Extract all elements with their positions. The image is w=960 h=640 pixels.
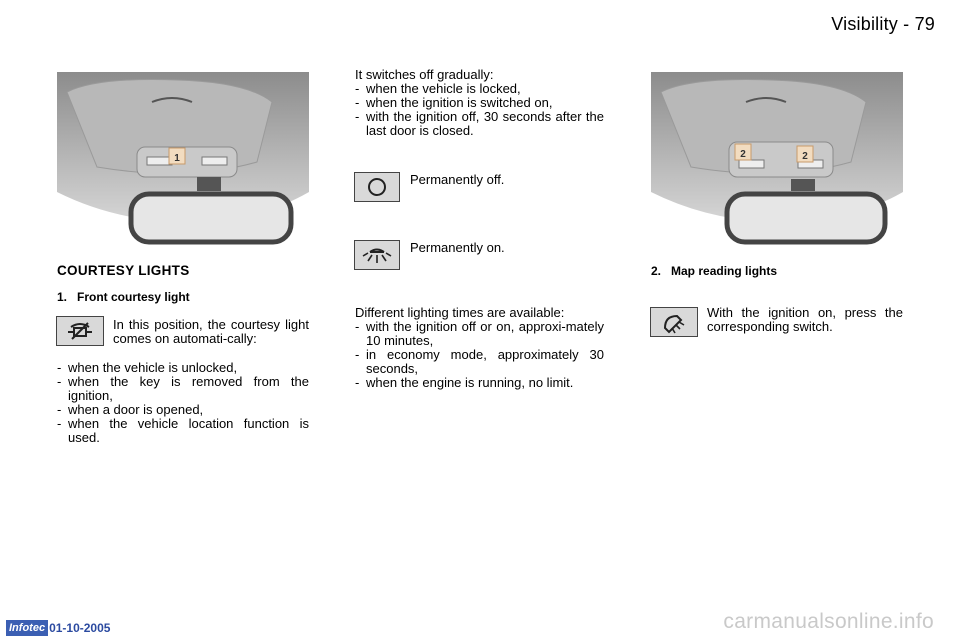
list-item: - when the key is removed from the ignition,: [57, 375, 309, 403]
lamp-on-icon: [354, 240, 400, 270]
map-reading-heading: 2. Map reading lights: [651, 264, 778, 278]
callout-1: 1: [174, 153, 180, 164]
lighting-times-list: [355, 320, 604, 390]
page-header: Visibility - 79: [831, 14, 935, 34]
front-courtesy-light-photo: [57, 72, 309, 252]
permanently-off-label: Permanently off.: [410, 172, 505, 187]
circle-off-icon: [354, 172, 400, 202]
courtesy-conditions-list: [57, 361, 309, 445]
permanently-on-label: Permanently on.: [410, 240, 505, 255]
map-reading-lights-photo: [651, 72, 903, 252]
front-courtesy-heading: 1. Front courtesy light: [57, 290, 190, 304]
list-item: - when the vehicle is locked,: [355, 82, 604, 96]
switch-off-list: [355, 82, 604, 138]
footer: [6, 620, 110, 636]
switch-off-intro: It switches off gradually:: [355, 67, 494, 82]
list-item: - when a door is opened,: [57, 403, 309, 417]
list-item: - with the ignition off or on, approxi-mately 10 minutes,: [355, 320, 604, 348]
watermark: carmanualsonline.info: [723, 610, 934, 633]
footer-date: 01-10-2005: [49, 621, 111, 635]
section-title: COURTESY LIGHTS: [57, 263, 190, 278]
list-item: - when the engine is running, no limit.: [355, 376, 604, 390]
list-item: - when the vehicle is unlocked,: [57, 361, 309, 375]
list-item: - when the vehicle location function is used.: [57, 417, 309, 445]
lighting-times-intro: Different lighting times are available:: [355, 305, 565, 320]
list-item: - with the ignition off, 30 seconds after the last door is closed.: [355, 110, 604, 138]
callout-2-right: 2: [802, 151, 808, 162]
courtesy-intro: In this position, the courtesy light comes on automati-cally:: [113, 317, 309, 346]
infotec-logo: Infotec: [6, 620, 48, 636]
courtesy-auto-icon: [56, 316, 104, 346]
callout-2-left: 2: [740, 149, 746, 160]
list-item: - when the ignition is switched on,: [355, 96, 604, 110]
list-item: - in economy mode, approximately 30 seconds,: [355, 348, 604, 376]
map-light-text: With the ignition on, press the corresponding switch.: [707, 305, 903, 334]
map-light-icon: [650, 307, 698, 337]
